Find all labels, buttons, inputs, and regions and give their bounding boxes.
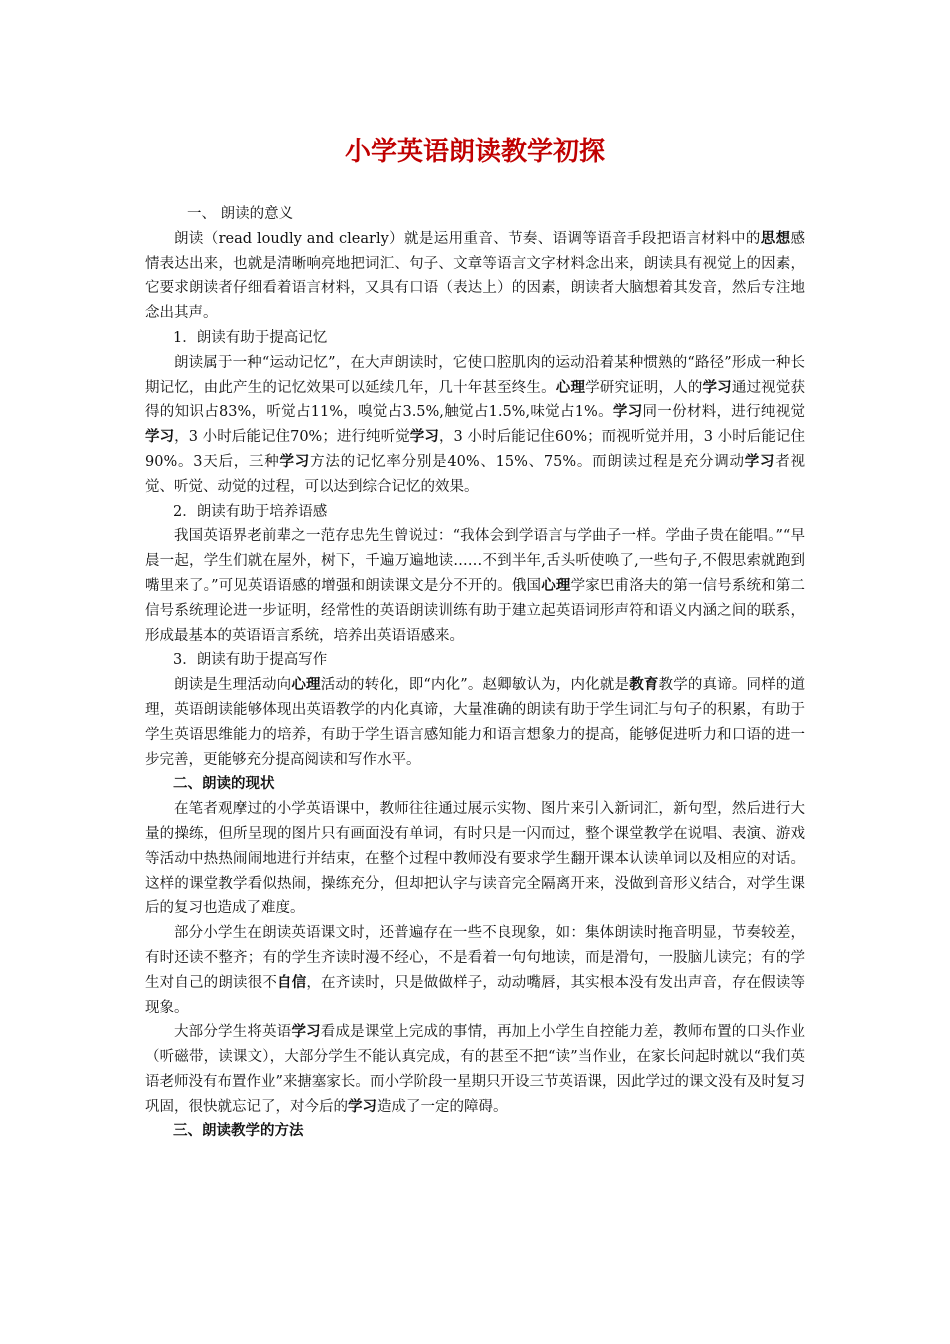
bold-keyword: 心理 [541, 577, 571, 594]
text-run: ，3 小时后能记住70%；进行纯听觉 [174, 429, 410, 446]
paragraph [145, 1020, 805, 1119]
bold-keyword: 学习 [702, 379, 732, 396]
text-run: 部分小学生在朗读英语课文时，还普遍存在一些不良现象，如：集体朗读时拖音明显，节奏较差，有时还读不整齐；有的学生齐读时漫不经心，不是看着一句句地读，而是滑句，一股脑儿读完；有的学生对自己的朗读很不 [145, 925, 805, 991]
text-run: 学家巴甫洛夫的第一信号系统和第二信号系统理论进一步证明，经常性的英语朗读训练有助于建立起英语词形声符和语义内涵之间的联系，形成最基本的英语语言系统，培养出英语语感来。 [145, 577, 806, 644]
text-run: 活动的转化，即“内化”。赵卿敏认为，内化就是 [320, 677, 630, 694]
bold-keyword: 学习 [291, 1024, 321, 1041]
subsection-heading: 3．朗读有助于提高写作 [173, 652, 328, 669]
text-run: 朗读（read loudly and clearly）就是运用重音、节奏、语调等语音手段把语言材料中的 [174, 230, 761, 247]
text-run: 学研究证明，人的 [585, 379, 703, 396]
text-run: 朗读属于一种“运动记忆”，在大声朗读时，它使口腔肌肉的运动沿着某种惯熟的“路径”形成一种长期记忆，由此产生的记忆效果可以延续几年，几十年甚至终生。 [145, 354, 805, 396]
text-run: ，3 小时后能记住60%；而视听觉并用，3 小时后能记住90%。3天后，三种 [145, 429, 806, 470]
bold-keyword: 学习 [612, 404, 643, 421]
bold-keyword: 学习 [348, 1098, 377, 1115]
text-run: 感情表达出来，也就是清晰响亮地把词汇、句子、文章等语言文字材料念出来，朗读具有视觉上的因素，它要求朗读者仔细看着语言材料，又具有口语（表达上）的因素，朗读者大脑想着其发音，然后专注地念出其声。 [145, 230, 806, 322]
subsection-heading: 1．朗读有助于提高记忆 [173, 329, 328, 346]
section-heading: 三、朗读教学的方法 [173, 1123, 304, 1140]
text-run: 看成是课堂上完成的事情，再加上小学生自控能力差，教师布置的口头作业（听磁带，读课文），大部分学生不能认真完成，有的甚至不把“读”当作业，在家长问起时就以“我们英语老师没有布置作业”来搪塞家长。而小学阶段一星期只开设三节英语课，因此学过的课文没有及时复习巩固，很快就忘记了，对今后的 [145, 1024, 806, 1115]
text-run: 大部分学生将英语 [174, 1024, 292, 1041]
document-title: 小学英语朗读教学初探 [344, 137, 605, 167]
paragraph [145, 227, 805, 326]
bold-keyword: 学习 [279, 453, 311, 470]
bold-keyword: 思想 [760, 230, 791, 247]
bold-keyword: 心理 [555, 379, 586, 396]
text-run: 在笔者观摩过的小学英语课中，教师往往通过展示实物、图片来引入新词汇，新句型，然后进行大量的操练，但所呈现的图片只有画面没有单词，有时只是一闪而过，整个课堂教学在说唱、表演、游戏等活动中热热闹闹地进行并结束，在整个过程中教师没有要求学生翻开课本认读单词以及相应的对话。这样的课堂教学看似热闹，操练充分，但却把认字与读音完全隔离开来，没做到音形义结合，对学生课后的复习也造成了难度。 [145, 801, 805, 917]
text-run: 同一份材料，进行纯视觉 [642, 404, 806, 421]
paragraph [145, 921, 805, 1020]
text-run: 方法的记忆率分别是40%、15%、75%。而朗读过程是充分调动 [310, 453, 745, 470]
paragraph [145, 524, 805, 648]
text-run: 我国英语界老前辈之一范存忠先生曾说过：“我体会到学语言与学曲子一样。学曲子贵在能唱。”“早晨一起，学生们就在屋外，树下，千遍万遍地读……不到半年,舌头听使唤了,一些句子,不假思索就跑到嘴里来了。”可见英语语感的增强和朗读课文是分不开的。俄国 [145, 528, 805, 594]
bold-keyword: 学习 [145, 429, 175, 446]
paragraph [145, 673, 805, 772]
document-body [145, 202, 805, 1144]
bold-keyword: 学习 [744, 453, 776, 470]
subsection-heading: 2．朗读有助于培养语感 [173, 503, 328, 520]
bold-keyword: 心理 [291, 677, 321, 694]
text-run: 教学的真谛。同样的道理，英语朗读能够体现出英语教学的内化真谛，大量准确的朗读有助于学生词汇与句子的积累，有助于学生英语思维能力的培养，有助于学生语言感知能力和语言想象力的提高，能够促进听力和口语的进一步完善，更能够充分提高阅读和写作水平。 [145, 677, 806, 768]
bold-keyword: 自信 [277, 974, 307, 991]
text-run: 朗读是生理活动向 [174, 677, 292, 694]
bold-keyword: 教育 [629, 677, 659, 694]
bold-keyword: 学习 [409, 429, 439, 446]
text-run: 通过视觉获得的知识占83%，听觉占11%，嗅觉占3.5%,触觉占1.5%,味觉占1%。 [145, 379, 806, 421]
text-run: 者视觉、听觉、动觉的过程，可以达到综合记忆的效果。 [145, 453, 806, 495]
section-heading: 一、 朗读的意义 [187, 206, 294, 222]
text-run: ，在齐读时，只是做做样子，动动嘴唇，其实根本没有发出声音，存在假读等现象。 [145, 974, 806, 1016]
text-run: 造成了一定的障碍。 [377, 1098, 508, 1115]
paragraph [145, 797, 805, 921]
section-heading: 二、朗读的现状 [173, 776, 275, 793]
paragraph [145, 351, 805, 500]
